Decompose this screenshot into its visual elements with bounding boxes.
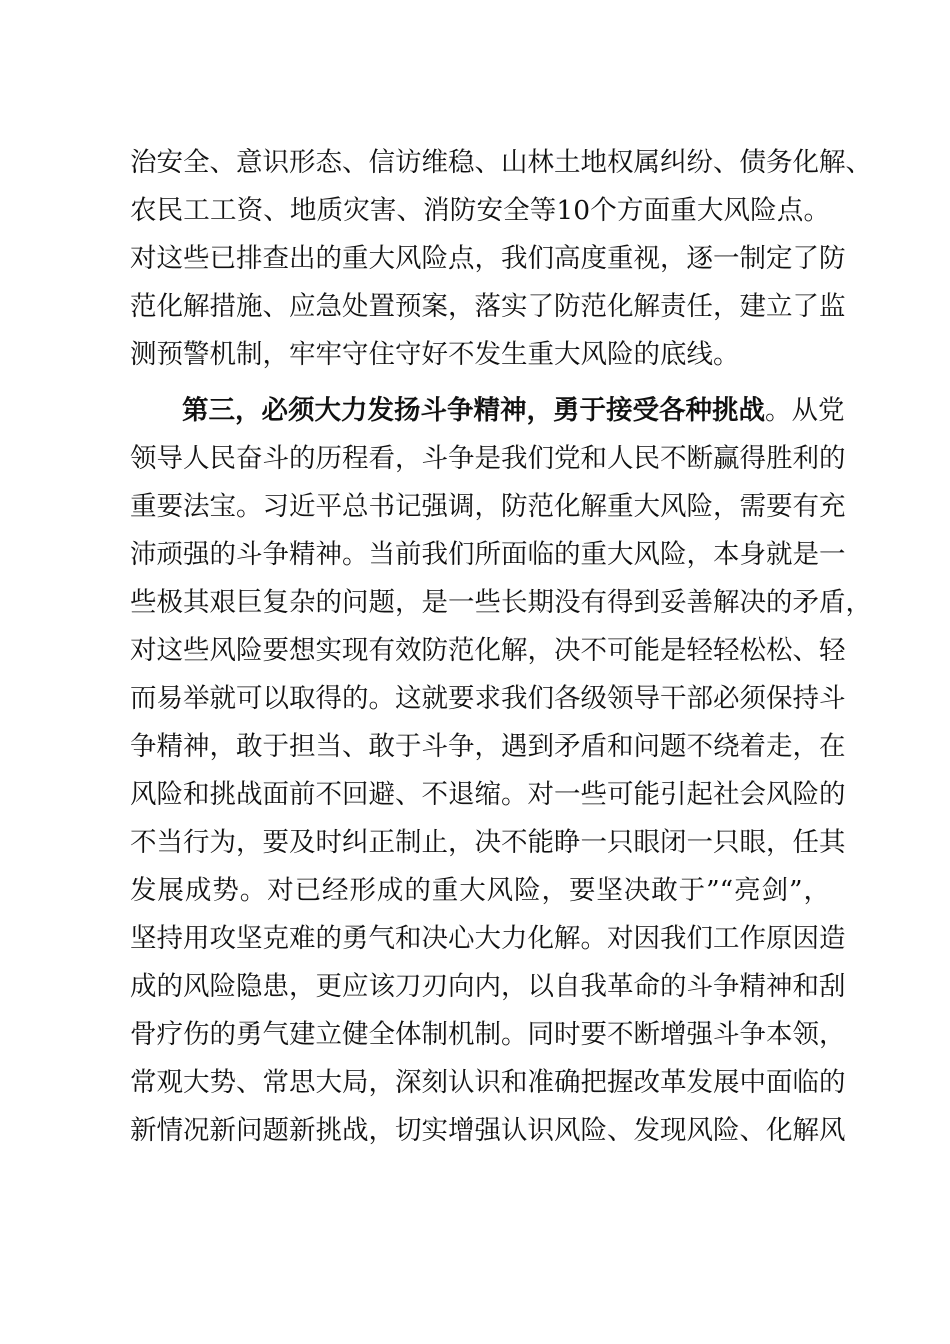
text-line: 领导人民奋斗的历程看，斗争是我们党和人民不断赢得胜利的 xyxy=(130,443,846,474)
text-line: 不当行为，要及时纠正制止，决不能睁一只眼闭一只眼，任其 xyxy=(130,827,846,858)
text-line: 测预警机制，牢牢守住守好不发生重大风险的底线。 xyxy=(130,339,740,370)
text-line: 沛顽强的斗争精神。当前我们所面临的重大风险，本身就是一 xyxy=(130,539,846,570)
text-line: 对这些已排查出的重大风险点，我们高度重视，逐一制定了防 xyxy=(130,243,846,274)
text-line: 治安全、意识形态、信访维稳、山林土地权属纠纷、债务化解、 xyxy=(130,147,872,178)
text-line: 范化解措施、应急处置预案，落实了防范化解责任，建立了监 xyxy=(130,291,846,322)
text-line: 争精神，敢于担当、敢于斗争，遇到矛盾和问题不绕着走，在 xyxy=(130,731,846,762)
text-line: 重要法宝。习近平总书记强调，防范化解重大风险，需要有充 xyxy=(130,491,846,522)
paragraph-risk-points xyxy=(130,139,872,379)
text-line: 成的风险隐患，更应该刀刃向内，以自我革命的斗争精神和刮 xyxy=(130,971,846,1002)
text-line: 新情况新问题新挑战，切实增强认识风险、发现风险、化解风 xyxy=(130,1115,846,1146)
text-line: 对这些风险要想实现有效防范化解，决不可能是轻轻松松、轻 xyxy=(130,635,846,666)
text-line: 风险和挑战面前不回避、不退缩。对一些可能引起社会风险的 xyxy=(130,779,846,810)
text-line: 坚持用攻坚克难的勇气和决心大力化解。对因我们工作原因造 xyxy=(130,923,846,954)
paragraph-struggle-spirit xyxy=(130,387,872,1155)
text-line: 而易举就可以取得的。这就要求我们各级领导干部必须保持斗 xyxy=(130,683,846,714)
text-run: 。从党 xyxy=(765,395,845,426)
text-line: 常观大势、常思大局，深刻认识和准确把握改革发展中面临的 xyxy=(130,1067,846,1098)
paragraph-first-line xyxy=(130,387,845,435)
text-line: 发展成势。对已经形成的重大风险，要坚决敢于”“亮剑”， xyxy=(130,875,830,906)
section-heading: 第三，必须大力发扬斗争精神，勇于接受各种挑战 xyxy=(182,395,765,426)
text-line: 农民工工资、地质灾害、消防安全等10个方面重大风险点。 xyxy=(130,195,830,226)
text-line: 些极其艰巨复杂的问题，是一些长期没有得到妥善解决的矛盾， xyxy=(130,587,872,618)
text-line: 骨疗伤的勇气建立健全体制机制。同时要不断增强斗争本领， xyxy=(130,1019,846,1050)
